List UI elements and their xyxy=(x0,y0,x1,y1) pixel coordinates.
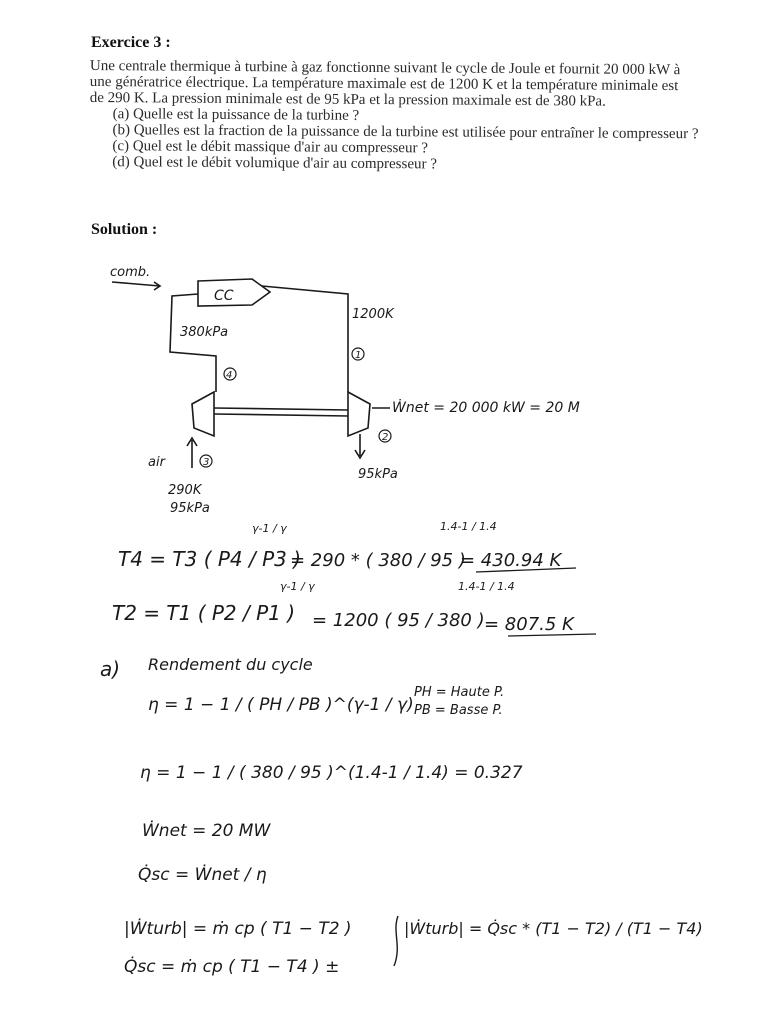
turbine-exhaust-arrow xyxy=(355,434,365,458)
min-temp-label: 290K xyxy=(168,483,202,498)
state-4-label: 4 xyxy=(226,370,233,381)
eq1-exponent-values: 1.4-1 / 1.4 xyxy=(440,520,497,533)
part-a-label: a) xyxy=(100,657,121,681)
turbine-work-ratio-line: |Ẇturb| = Q̇sc * (T1 − T2) / (T1 − T4) xyxy=(404,919,703,938)
cc-label: CC xyxy=(214,288,234,304)
air-label: air xyxy=(148,455,165,470)
efficiency-formula: η = 1 − 1 / ( PH / PB )^(γ-1 / γ) xyxy=(148,695,414,715)
exercise-title: Exercice 3 : xyxy=(91,34,171,51)
question-c: (c) Quel est le débit massique d'air au compresseur ? xyxy=(112,138,428,157)
eq2-substitution: = 1200 ( 95 / 380 ) xyxy=(312,610,485,631)
heat-input-mass-line: Q̇sc = ṁ cp ( T1 − T4 ) ± xyxy=(124,957,340,977)
eq2-result: = 807.5 K xyxy=(484,614,574,635)
statement-line: une génératrice électrique. La température maximale est de 1200 K et la température minimale est xyxy=(89,73,679,95)
turbine-work-line: |Ẇturb| = ṁ cp ( T1 − T2 ) xyxy=(124,919,352,939)
question-b: (b) Quelles est la fraction de la puissance de la turbine est utilisée pour entraîner le compresseur ? xyxy=(112,122,699,143)
turbine-exit-pressure: 95kPa xyxy=(358,467,398,482)
turbine-shape xyxy=(348,392,370,436)
question-d: (d) Quel est le débit volumique d'air au compresseur ? xyxy=(112,154,438,173)
max-temp-label: 1200K xyxy=(352,307,394,322)
eq1-lhs: T4 = T3 ( P4 / P3 ) xyxy=(118,547,302,571)
part-a-heading: Rendement du cycle xyxy=(148,655,313,674)
compressor-to-cc-line xyxy=(170,294,216,392)
cc-to-turbine-line xyxy=(262,286,348,392)
combustion-chamber-shape xyxy=(198,279,270,306)
shaft-line xyxy=(214,408,348,416)
state-1-label: 1 xyxy=(355,350,362,361)
state-3-label: 3 xyxy=(203,457,210,468)
wnet-label: Ẇnet = 20 000 kW = 20 M xyxy=(392,400,580,416)
eq1-result: = 430.94 K xyxy=(460,550,562,571)
eq1-substitution: = 290 * ( 380 / 95 ) xyxy=(290,550,466,571)
cycle-schematic xyxy=(112,279,390,468)
fuel-arrow xyxy=(112,282,160,286)
solution-title: Solution : xyxy=(91,221,158,238)
compressor-shape xyxy=(192,392,214,436)
eq1-exponent: γ-1 / γ xyxy=(252,522,287,535)
fuel-label: comb. xyxy=(110,265,151,280)
statement-line: de 290 K. La pression minimale est de 95 kPa et la pression maximale est de 380 kPa. xyxy=(89,89,606,110)
statement-line: Une centrale thermique à turbine à gaz fonctionne suivant le cycle de Joule et fournit 20 000 kW à xyxy=(89,58,681,79)
part-a xyxy=(100,655,703,977)
question-a: (a) Quelle est la puissance de la turbine ? xyxy=(112,106,360,124)
efficiency-value: η = 1 − 1 / ( 380 / 95 )^(1.4-1 / 1.4) = 0.327 xyxy=(140,763,523,783)
eq2-exponent-values: 1.4-1 / 1.4 xyxy=(458,580,515,593)
equation-t4 xyxy=(118,520,576,572)
low-pressure-note: PB = Basse P. xyxy=(414,703,503,718)
eq2-lhs: T2 = T1 ( P2 / P1 ) xyxy=(112,601,296,625)
air-inlet-arrow xyxy=(187,438,197,468)
eq2-exponent: γ-1 / γ xyxy=(280,580,315,593)
high-pressure-label: 380kPa xyxy=(180,325,229,340)
compressor-inlet-pressure: 95kPa xyxy=(170,501,210,516)
state-2-label: 2 xyxy=(382,432,389,443)
equation-t2 xyxy=(112,580,596,636)
heat-input-line: Q̇sc = Ẇnet / η xyxy=(138,865,267,885)
high-pressure-note: PH = Haute P. xyxy=(414,685,505,700)
net-power-line: Ẇnet = 20 MW xyxy=(142,821,271,841)
